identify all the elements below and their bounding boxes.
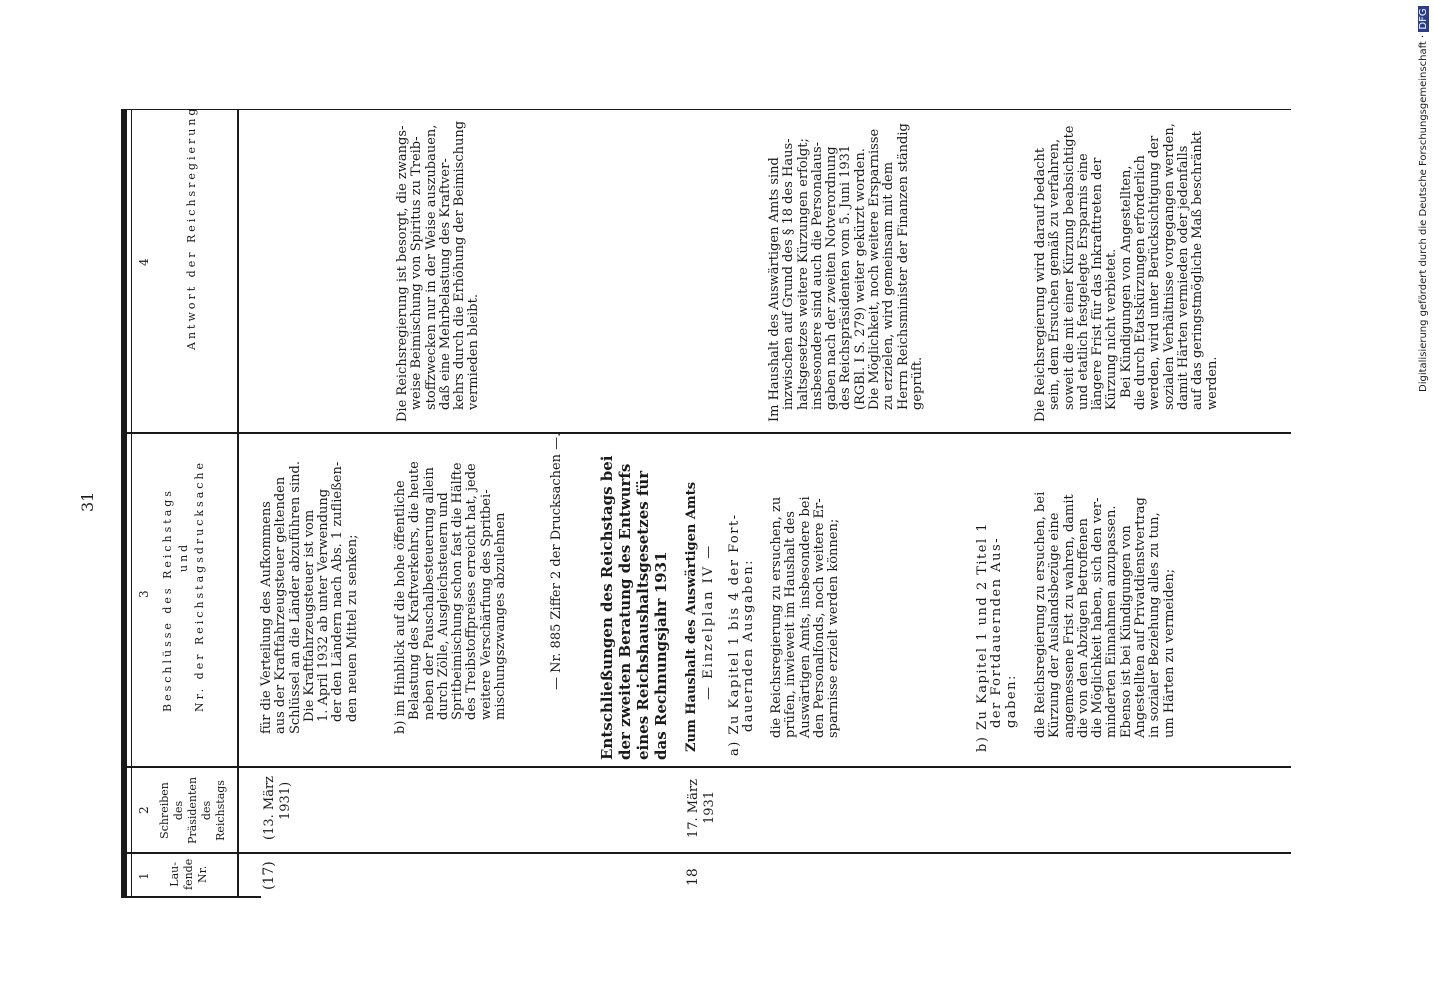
text-line: durch Zölle, Ausgleichsteuern und <box>435 492 451 720</box>
text-line: dauernden Ausgaben: <box>741 558 757 732</box>
text-line: den neuen Mittel zu senken; <box>344 534 360 722</box>
text-line: der den Ländern nach Abs. 1 zufließen- <box>330 461 346 722</box>
row17-text-a <box>260 461 360 734</box>
text-line: weise Beimischung von Spiritus zu Treib- <box>409 136 425 410</box>
row18-date-line: 17. März <box>686 779 701 838</box>
text-line: Belastung des Kraftverkehrs, die heute <box>407 461 423 720</box>
row17-date-line: (13. März <box>262 775 277 840</box>
col3-col4-divider <box>121 432 1291 434</box>
text-line: zu erzielen, wird gemeinsam mit dem <box>881 161 897 410</box>
text-line: und etatlich festgelegte Ersparnis eine <box>1075 153 1091 410</box>
text-line: inzwischen auf Grund des § 18 des Haus- <box>781 138 797 410</box>
col2-header-line: Präsidenten <box>186 776 199 844</box>
text-line: Ebenso ist bei Kündigungen von <box>1118 525 1134 738</box>
table-number-row-divider <box>131 110 132 898</box>
col3-number: 3 <box>137 590 151 598</box>
text-line: weitere Verschärfung des Spritbei- <box>478 489 494 720</box>
col2-header-line: des <box>200 800 213 821</box>
row18-a-heading <box>728 513 757 756</box>
col3-header-line: Beschlüsse des Reichstags <box>161 488 174 712</box>
text-line: in sozialer Beziehung alles zu tun, <box>1147 512 1163 738</box>
table-header-divider <box>237 110 239 898</box>
row17-date-line: 1931) <box>278 781 293 820</box>
col2-header-line: Reichstags <box>214 780 227 841</box>
col2-col3-divider <box>121 766 1291 768</box>
text-line: die Reichsregierung zu ersuchen, bei <box>1033 491 1048 738</box>
text-line: für die Verteilung des Aufkommens <box>259 501 274 734</box>
col1-header-line: fende <box>182 858 195 890</box>
text-line: um Härten zu vermeiden; <box>1161 568 1177 738</box>
heading-line: der zweiten Beratung des Entwurfs <box>616 463 634 760</box>
text-line: gaben nach der zweiten Notverordnung <box>824 146 840 410</box>
text-line: minderten Einnahmen anzupassen. <box>1104 505 1120 738</box>
text-line: damit Härten vermieden oder jedenfalls <box>1175 145 1191 410</box>
text-line: Auswärtigen Amts, insbesondere bei <box>797 496 813 738</box>
text-line: mischungszwanges abzulehnen <box>493 512 509 720</box>
text-line: Schlüssel an die Länder abzuführen sind. <box>287 460 303 734</box>
row18-number: 18 <box>685 868 701 886</box>
col1-header-line: Lau- <box>168 862 181 887</box>
text-line: Kürzung nicht verbietet. <box>1104 248 1120 410</box>
col1-col2-divider <box>121 852 1291 854</box>
row18-answer-b <box>1034 123 1220 422</box>
col2-header-line: des <box>172 800 185 821</box>
text-line: gaben: <box>1003 674 1019 728</box>
funding-note: Digitalisierung gefördert durch die Deutsche Forschungsgemeinschaft · DFG <box>1418 8 1429 392</box>
text-line: vermieden bleibt. <box>466 294 482 410</box>
text-line: Angestellten auf Privatdienstvertrag <box>1133 497 1149 738</box>
text-line: Die Kraftfahrzeugsteuer ist vom <box>301 509 317 722</box>
text-line: Bei Kündigungen von Angestellten, <box>1118 165 1134 398</box>
text-line: Die Reichsregierung wird darauf bedacht <box>1033 147 1048 422</box>
text-line: des Reichspräsidenten vom 5. Juni 1931 <box>838 144 854 410</box>
col2-header <box>158 777 228 844</box>
col4-col3-divider-top <box>121 109 1291 110</box>
text-line: sein, dem Ersuchen gemäß zu verfahren, <box>1047 138 1063 410</box>
col4-header: Antwort der Reichsregierung <box>185 105 198 350</box>
table-bottom-edge <box>121 896 261 898</box>
col1-header-line: Nr. <box>196 865 209 883</box>
text-line: kehrs durch die Erhöhung der Beimischung <box>452 120 468 410</box>
dfg-logo: DFG <box>1418 8 1429 30</box>
text-line: Die Reichsregierung ist besorgt, die zwangs- <box>395 125 410 422</box>
text-line: sozialen Verhältnisse vorgegangen werden, <box>1161 123 1177 410</box>
text-line: soweit die mit einer Kürzung beabsichtigte <box>1061 125 1077 410</box>
row17-drucksache: — Nr. 885 Ziffer 2 der Drucksachen —. <box>549 432 564 690</box>
text-line: die von den Abzügen Betroffenen <box>1075 518 1091 738</box>
text-line: werden, wird unter Berücksichtigung der <box>1147 135 1163 410</box>
text-line: (RGBl. I S. 279) weiter gekürzt worden. <box>852 148 868 410</box>
col2-number: 2 <box>137 806 151 814</box>
text-line: stoffzwecken nur in der Weise auszubauen, <box>423 124 439 410</box>
text-line: des Treibstoffpreises erreicht hat, jede <box>464 463 480 720</box>
row18-b-heading <box>976 522 1019 752</box>
row18-einzelplan: — Einzelplan IV — <box>701 543 716 700</box>
row17-text-b <box>394 461 508 734</box>
row17-date <box>262 776 294 840</box>
row18-a-text <box>770 496 841 738</box>
col3-header-line: und <box>177 541 190 572</box>
text-line: Die Möglichkeit, noch weitere Ersparnisse <box>867 128 883 410</box>
page-number: 31 <box>78 491 97 512</box>
text-line: prüfen, inwieweit im Haushalt des <box>783 511 799 738</box>
table-border-top <box>121 110 124 898</box>
row17-number: (17) <box>261 861 277 890</box>
col1-number: 1 <box>137 872 151 880</box>
row18-date-line: 1931 <box>702 790 717 824</box>
row18-answer-a <box>768 123 925 422</box>
text-line: die Möglichkeit haben, sich den ver- <box>1090 497 1106 738</box>
text-line: neben der Pauschalbesteuerung allein <box>421 467 437 720</box>
row17-answer <box>396 121 482 422</box>
text-line: die Reichsregierung zu ersuchen, zu <box>769 496 784 738</box>
funding-note-text: Digitalisierung gefördert durch die Deutsche Forschungsgemeinschaft <box>1418 41 1429 392</box>
text-line: daß eine Mehrbelastung des Kraftver- <box>437 158 453 410</box>
col1-header <box>168 859 210 890</box>
text-line: geprüft. <box>909 356 925 410</box>
heading-line: Entschließungen des Reichstags bei <box>598 455 616 760</box>
col3-header <box>160 460 208 712</box>
text-line: insbesondere sind auch die Personalaus- <box>809 141 825 410</box>
text-line: a) Zu Kapitel 1 bis 4 der Fort- <box>727 513 742 756</box>
row18-haushalt: Zum Haushalt des Auswärtigen Amts <box>684 481 699 752</box>
text-line: Herrn Reichsminister der Finanzen ständig <box>895 123 911 410</box>
col3-header-line: Nr. der Reichstagsdrucksache <box>193 459 206 712</box>
text-line: b) im Hinblick auf die hohe öffentliche <box>393 480 408 734</box>
text-line: b) Zu Kapitel 1 und 2 Titel 1 <box>975 521 990 752</box>
text-line: Im Haushalt des Auswärtigen Amts sind <box>767 157 782 422</box>
row18-b-text <box>1034 492 1177 738</box>
row18-date <box>686 779 718 838</box>
text-line: Kürzung der Auslandsbezüge eine <box>1047 512 1063 738</box>
text-line: längere Frist für das Inkrafttreten der <box>1090 157 1106 410</box>
text-line: haltsgesetzes weitere Kürzungen erfolgt; <box>795 138 811 410</box>
text-line: auf das geringstmögliche Maß beschränkt <box>1190 131 1206 410</box>
heading-line: eines Reichshaushaltsgesetzes für <box>634 470 652 760</box>
text-line: aus der Kraftfahrzeugsteuer geltenden <box>273 476 289 734</box>
col2-header-line: Schreiben <box>158 782 171 839</box>
text-line: sparnisse erzielt werden können; <box>826 518 842 738</box>
text-line: die durch Etatskürzungen erforderlich <box>1133 155 1149 410</box>
heading-line: das Rechnungsjahr 1931 <box>652 551 670 760</box>
text-line: der Fortdauernden Aus- <box>989 536 1005 728</box>
text-line: angemessene Frist zu wahren, damit <box>1061 494 1077 738</box>
text-line: 1. April 1932 ab unter Verwendung <box>316 488 332 722</box>
text-line: den Personalfonds, noch weitere Er- <box>811 498 827 738</box>
text-line: Spritbeimischung schon fast die Hälfte <box>450 462 466 720</box>
col4-number: 4 <box>137 258 151 266</box>
text-line: werden. <box>1204 356 1220 410</box>
section-heading <box>598 456 670 760</box>
